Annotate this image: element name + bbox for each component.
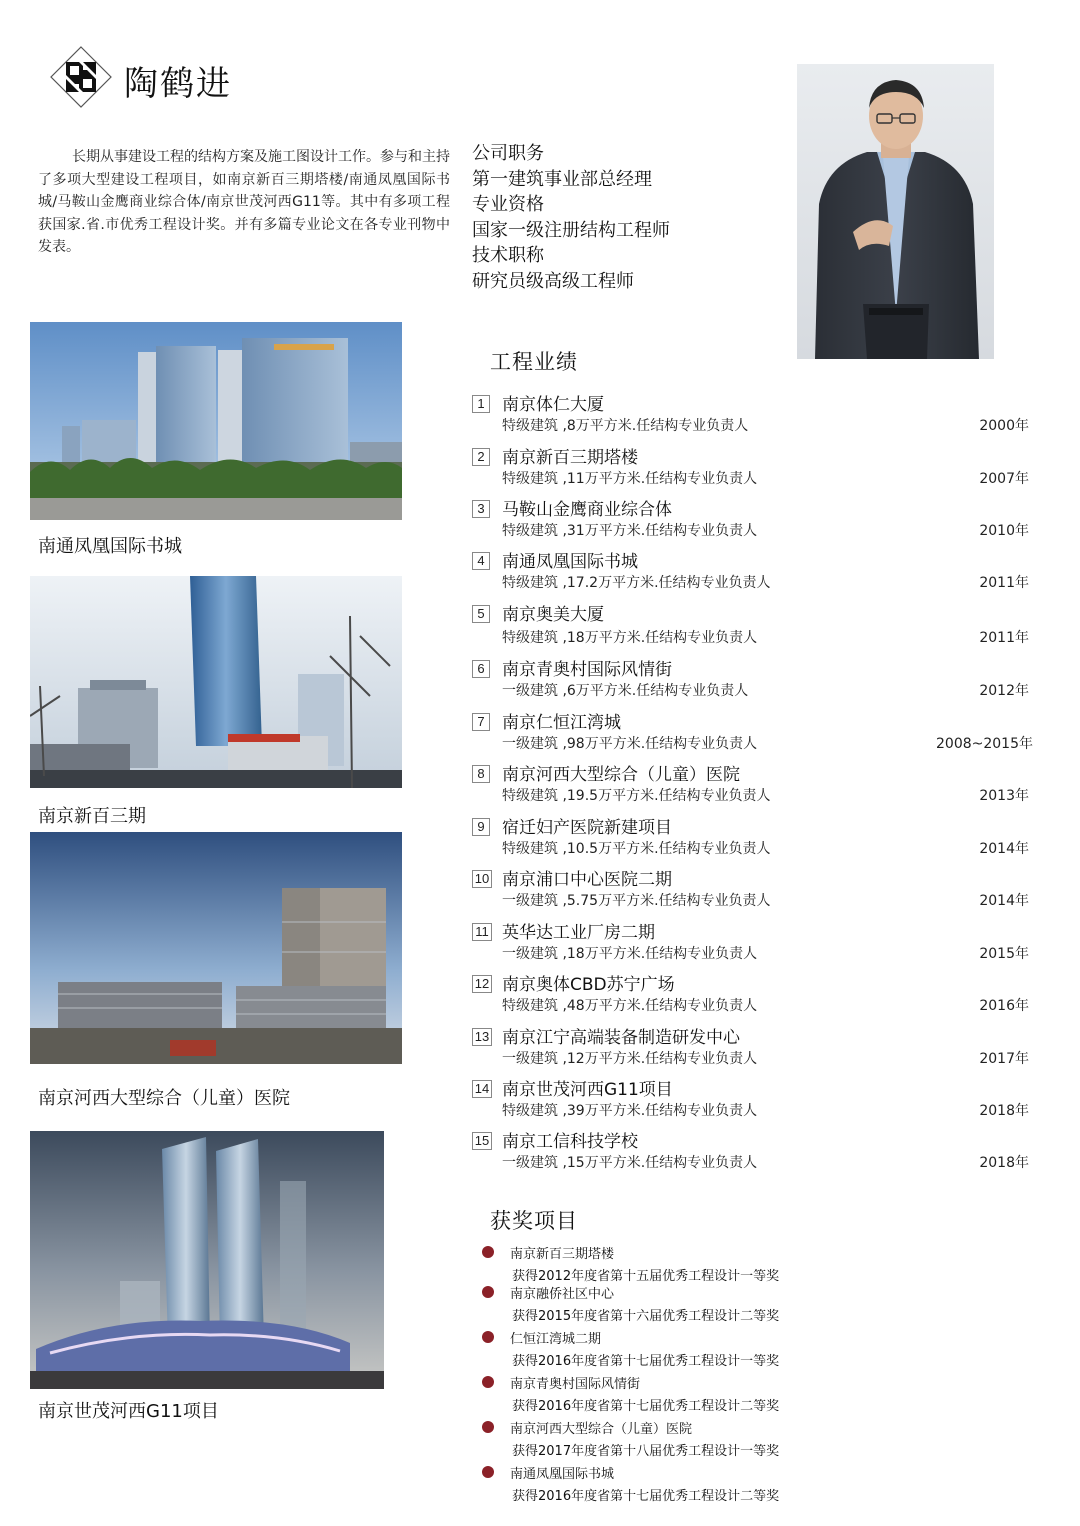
bullet-dot-icon <box>482 1466 494 1478</box>
bullet-dot-icon <box>482 1376 494 1388</box>
projects-section-title: 工程业绩 <box>490 350 578 374</box>
project-item <box>472 865 1037 917</box>
bullet-dot-icon <box>482 1421 494 1433</box>
project-desc: 特级建筑 ,10.5万平方米.任结构专业负责人 <box>502 841 771 857</box>
project-item <box>472 390 1037 442</box>
info-value-qualification: 国家一级注册结构工程师 <box>472 219 670 241</box>
project-number: 6 <box>472 660 490 678</box>
project-year: 2011年 <box>979 575 1029 591</box>
project-item <box>472 600 1037 652</box>
award-project: 南京河西大型综合（儿童）医院 <box>510 1422 693 1437</box>
project-name: 南京世茂河西G11项目 <box>502 1080 673 1100</box>
info-label-position: 公司职务 <box>472 143 544 164</box>
project-desc: 特级建筑 ,48万平方米.任结构专业负责人 <box>502 998 758 1014</box>
photo-xinbai-phase3 <box>30 576 402 788</box>
project-year: 2018年 <box>979 1155 1029 1171</box>
project-year: 2011年 <box>979 630 1029 646</box>
photo-shimao-g11 <box>30 1131 384 1389</box>
award-desc: 获得2016年度省第十七届优秀工程设计二等奖 <box>512 1399 780 1414</box>
project-desc: 一级建筑 ,98万平方米.任结构专业负责人 <box>502 736 758 752</box>
project-number: 9 <box>472 818 490 836</box>
project-number: 8 <box>472 765 490 783</box>
project-number: 7 <box>472 713 490 731</box>
photo-caption: 南京新百三期 <box>38 806 146 827</box>
project-item <box>472 1075 1037 1127</box>
award-desc: 获得2016年度省第十七届优秀工程设计二等奖 <box>512 1489 780 1504</box>
project-number: 1 <box>472 395 490 413</box>
project-item <box>472 655 1037 707</box>
award-project: 南京青奥村国际风情街 <box>510 1377 641 1392</box>
project-name: 南京江宁高端装备制造研发中心 <box>502 1028 740 1048</box>
project-item <box>472 970 1037 1022</box>
bullet-dot-icon <box>482 1246 494 1258</box>
project-name: 马鞍山金鹰商业综合体 <box>502 500 672 520</box>
award-project: 南通凤凰国际书城 <box>510 1467 615 1482</box>
project-name: 南京工信科技学校 <box>502 1132 638 1152</box>
award-project: 南京融侨社区中心 <box>510 1287 615 1302</box>
project-desc: 特级建筑 ,8万平方米.任结构专业负责人 <box>502 418 749 434</box>
project-year: 2016年 <box>979 998 1029 1014</box>
info-value-position: 第一建筑事业部总经理 <box>472 168 652 190</box>
company-logo-icon <box>50 46 112 108</box>
project-desc: 一级建筑 ,15万平方米.任结构专业负责人 <box>502 1155 758 1171</box>
project-item <box>472 708 1037 760</box>
project-number: 10 <box>472 870 492 888</box>
award-item <box>482 1243 902 1288</box>
project-name: 南京青奥村国际风情街 <box>502 660 672 680</box>
award-project: 仁恒江湾城二期 <box>510 1332 602 1347</box>
project-desc: 特级建筑 ,39万平方米.任结构专业负责人 <box>502 1103 758 1119</box>
person-name: 陶鹤进 <box>124 64 232 104</box>
project-number: 14 <box>472 1080 492 1098</box>
project-number: 3 <box>472 500 490 518</box>
project-item <box>472 443 1037 495</box>
award-item <box>482 1418 902 1463</box>
award-desc: 获得2015年度省第十六届优秀工程设计二等奖 <box>512 1309 780 1324</box>
project-number: 15 <box>472 1132 492 1150</box>
project-year: 2012年 <box>979 683 1029 699</box>
project-desc: 特级建筑 ,19.5万平方米.任结构专业负责人 <box>502 788 771 804</box>
project-number: 11 <box>472 923 492 941</box>
award-item <box>482 1283 902 1328</box>
project-item <box>472 918 1037 970</box>
photo-caption: 南京世茂河西G11项目 <box>38 1401 219 1422</box>
award-item <box>482 1463 902 1508</box>
project-name: 南通凤凰国际书城 <box>502 552 638 572</box>
project-number: 2 <box>472 448 490 466</box>
project-number: 13 <box>472 1028 492 1046</box>
project-name: 英华达工业厂房二期 <box>502 923 655 943</box>
photo-caption: 南京河西大型综合（儿童）医院 <box>38 1088 290 1109</box>
project-item <box>472 760 1037 812</box>
project-desc: 特级建筑 ,17.2万平方米.任结构专业负责人 <box>502 575 771 591</box>
project-desc: 特级建筑 ,31万平方米.任结构专业负责人 <box>502 523 758 539</box>
photo-caption: 南通凤凰国际书城 <box>38 536 182 557</box>
project-number: 5 <box>472 605 490 623</box>
project-desc: 一级建筑 ,12万平方米.任结构专业负责人 <box>502 1051 758 1067</box>
info-value-title: 研究员级高级工程师 <box>472 270 634 292</box>
project-desc: 一级建筑 ,6万平方米.任结构专业负责人 <box>502 683 749 699</box>
project-name: 南京体仁大厦 <box>502 395 604 415</box>
project-year: 2014年 <box>979 841 1029 857</box>
project-name: 南京浦口中心医院二期 <box>502 870 672 890</box>
project-name: 南京仁恒江湾城 <box>502 713 621 733</box>
award-desc: 获得2012年度省第十五届优秀工程设计一等奖 <box>512 1269 780 1284</box>
project-item <box>472 547 1037 599</box>
info-label-title: 技术职称 <box>472 245 544 266</box>
project-name: 南京奥体CBD苏宁广场 <box>502 975 675 995</box>
bullet-dot-icon <box>482 1331 494 1343</box>
bio-paragraph: 长期从事建设工程的结构方案及施工图设计工作。参与和主持了多项大型建设工程项目，如南京新百三期塔楼/南通凤凰国际书城/马鞍山金鹰商业综合体/南京世茂河西G11等。其中有多项工程获国家.省.市优秀工程设计奖。并有多篇专业论文在各专业刊物中发表。 <box>38 149 450 255</box>
project-year: 2015年 <box>979 946 1029 962</box>
award-item <box>482 1328 902 1373</box>
awards-section-title: 获奖项目 <box>490 1209 578 1233</box>
project-year: 2014年 <box>979 893 1029 909</box>
info-block <box>472 141 782 294</box>
project-year: 2000年 <box>979 418 1029 434</box>
project-name: 宿迁妇产医院新建项目 <box>502 818 672 838</box>
project-desc: 一级建筑 ,18万平方米.任结构专业负责人 <box>502 946 758 962</box>
project-year: 2008~2015年 <box>936 736 1033 752</box>
project-name: 南京河西大型综合（儿童）医院 <box>502 765 740 785</box>
info-label-qualification: 专业资格 <box>472 194 544 215</box>
project-desc: 特级建筑 ,11万平方米.任结构专业负责人 <box>502 471 758 487</box>
project-year: 2017年 <box>979 1051 1029 1067</box>
photo-nantong-book-city <box>30 322 402 520</box>
project-year: 2018年 <box>979 1103 1029 1119</box>
project-number: 12 <box>472 975 492 993</box>
award-desc: 获得2016年度省第十七届优秀工程设计一等奖 <box>512 1354 780 1369</box>
project-year: 2013年 <box>979 788 1029 804</box>
project-desc: 一级建筑 ,5.75万平方米.任结构专业负责人 <box>502 893 771 909</box>
project-year: 2010年 <box>979 523 1029 539</box>
project-item <box>472 1127 1037 1179</box>
award-item <box>482 1373 902 1418</box>
project-desc: 特级建筑 ,18万平方米.任结构专业负责人 <box>502 630 758 646</box>
award-project: 南京新百三期塔楼 <box>510 1247 615 1262</box>
award-desc: 获得2017年度省第十八届优秀工程设计一等奖 <box>512 1444 780 1459</box>
project-number: 4 <box>472 552 490 570</box>
project-item <box>472 495 1037 547</box>
project-item <box>472 1023 1037 1075</box>
project-item <box>472 813 1037 865</box>
project-name: 南京新百三期塔楼 <box>502 448 638 468</box>
photo-hexi-hospital <box>30 832 402 1064</box>
bullet-dot-icon <box>482 1286 494 1298</box>
project-year: 2007年 <box>979 471 1029 487</box>
project-name: 南京奥美大厦 <box>502 605 604 625</box>
portrait-photo <box>797 64 994 359</box>
